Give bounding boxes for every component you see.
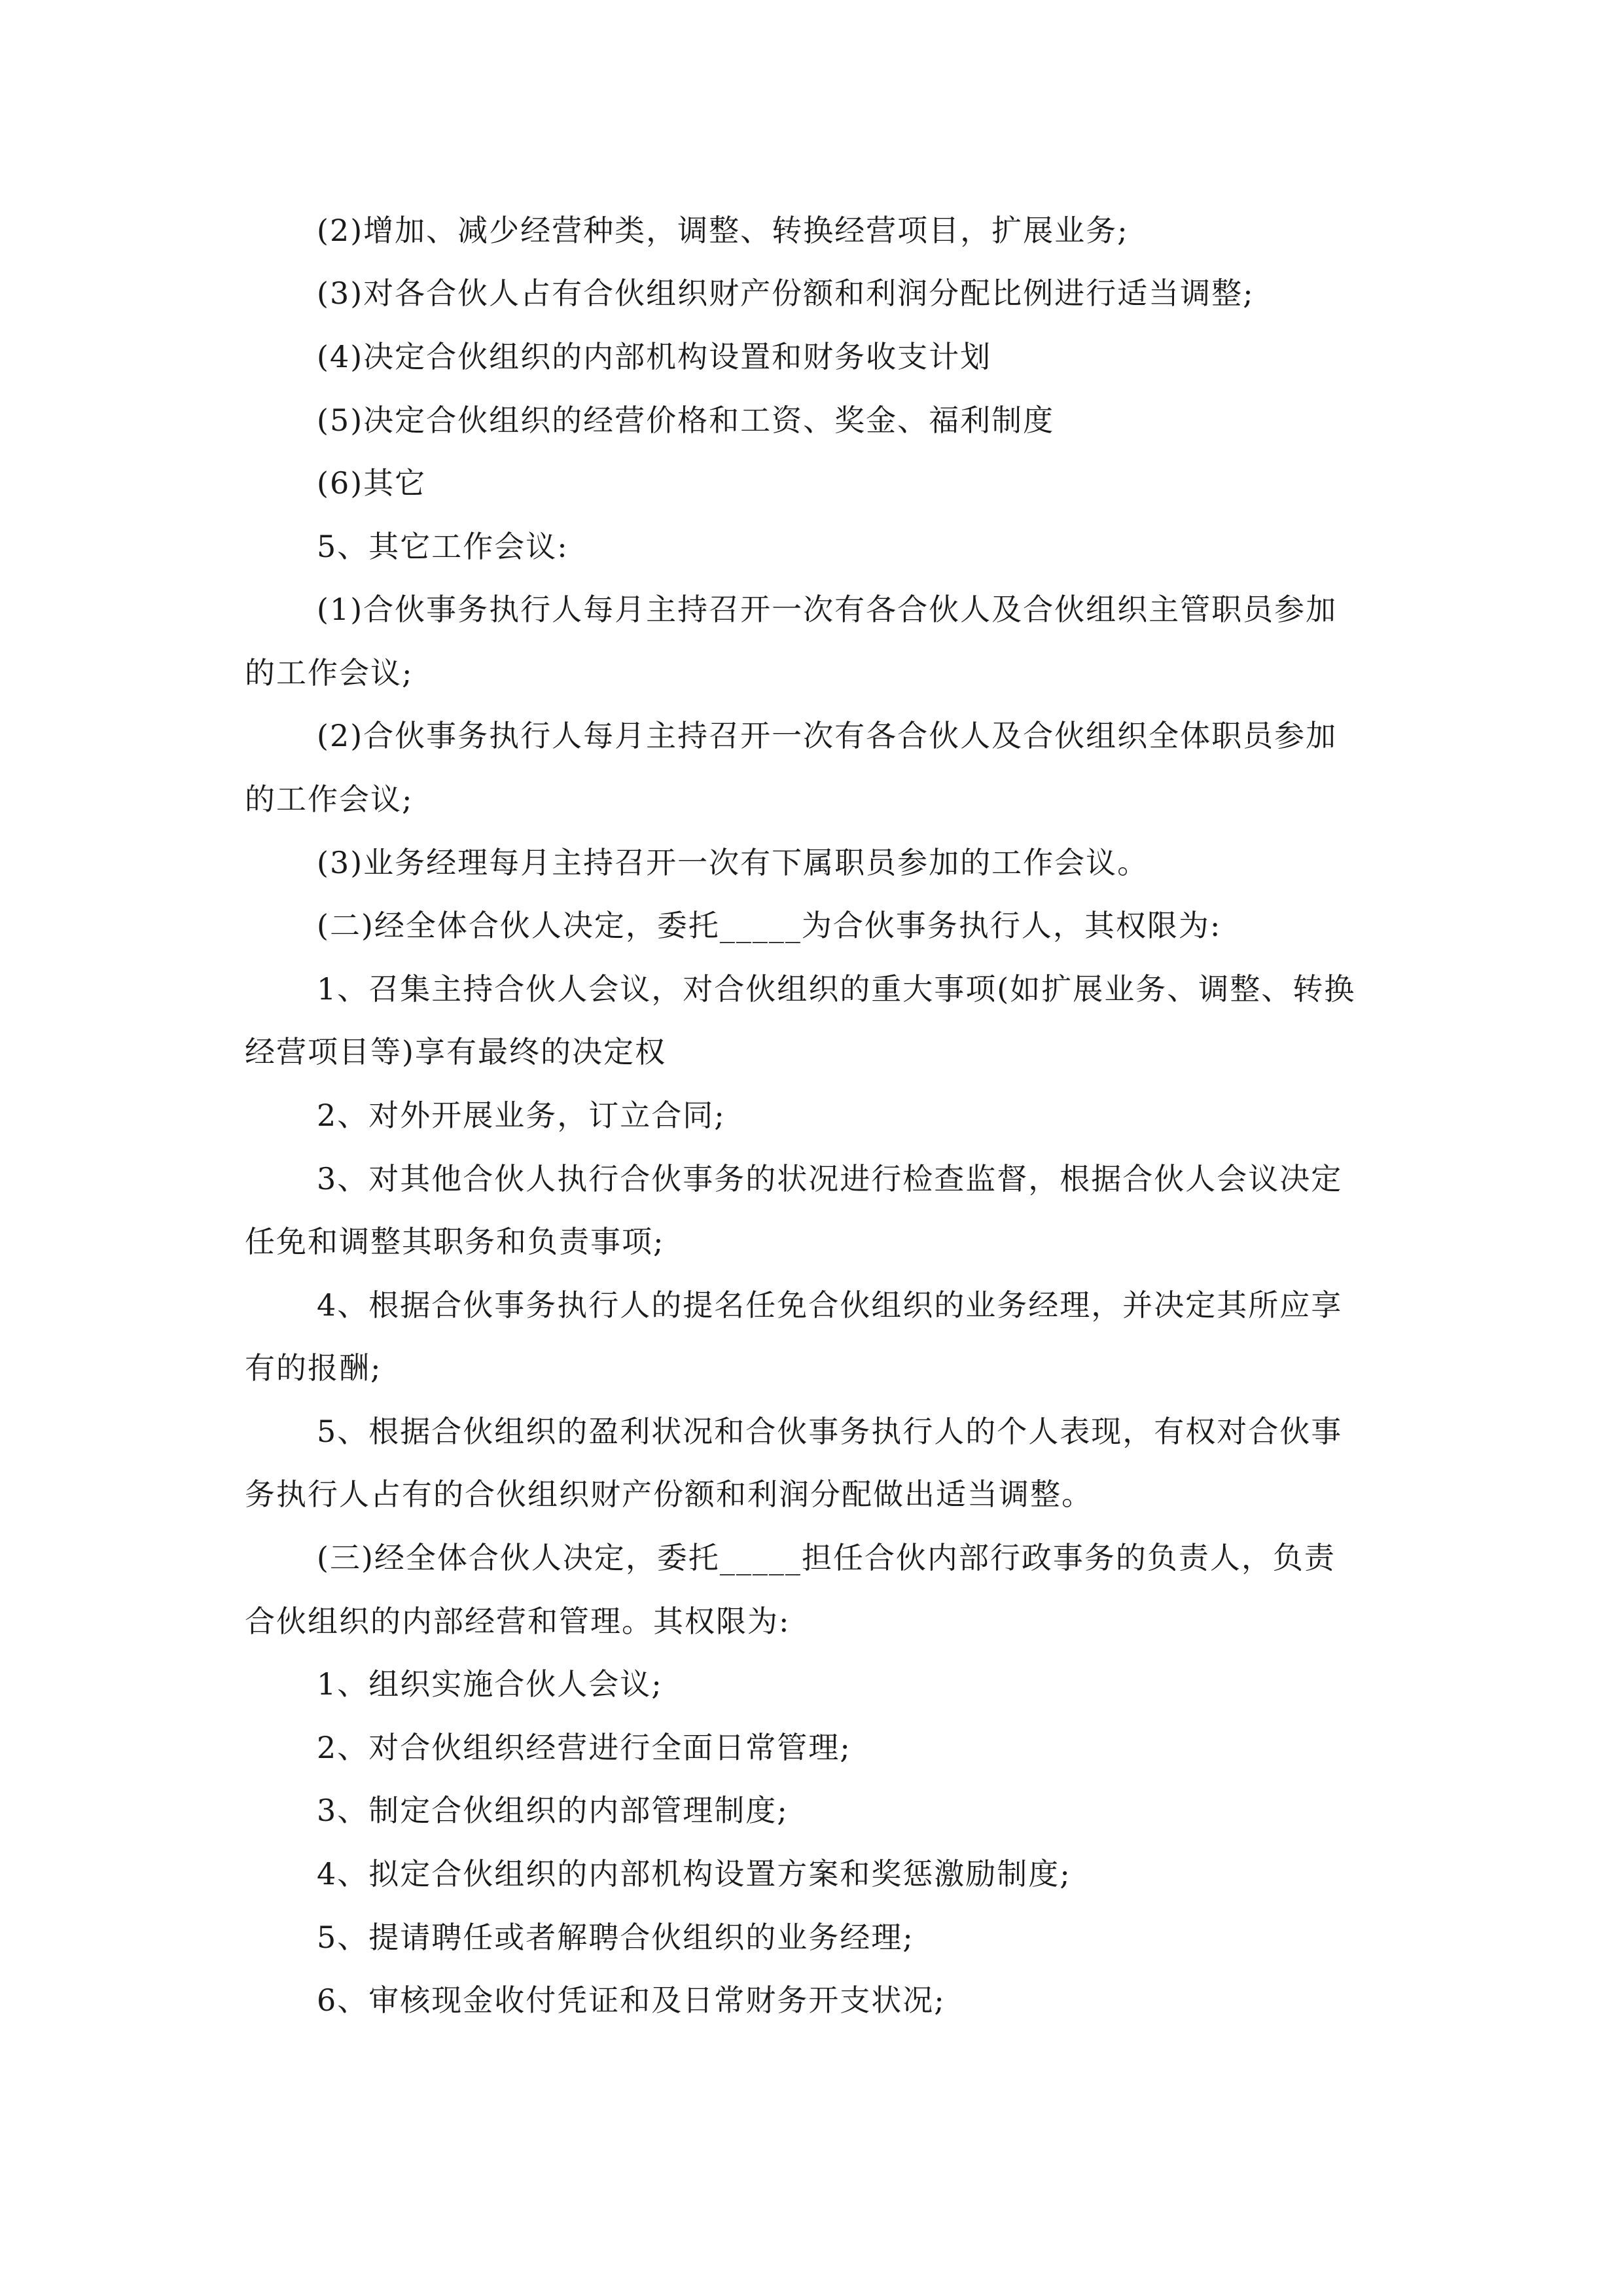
paragraph-line: (1)合伙事务执行人每月主持召开一次有各合伙人及合伙组织主管职员参加 xyxy=(317,592,1338,627)
paragraph-line: 5、提请聘任或者解聘合伙组织的业务经理; xyxy=(317,1920,914,1955)
paragraph-line: 6、审核现金收付凭证和及日常财务开支状况; xyxy=(317,1982,946,2018)
paragraph-line: 5、根据合伙组织的盈利状况和合伙事务执行人的个人表现，有权对合伙事 xyxy=(317,1414,1343,1449)
paragraph-line: 2、对外开展业务，订立合同; xyxy=(317,1098,726,1133)
paragraph-line: (4)决定合伙组织的内部机构设置和财务收支计划 xyxy=(317,339,992,374)
paragraph-line: 2、对合伙组织经营进行全面日常管理; xyxy=(317,1730,851,1765)
section-heading: (二)经全体合伙人决定，委托_____为合伙事务执行人，其权限为: xyxy=(317,908,1222,943)
section-heading: (三)经全体合伙人决定，委托_____担任合伙内部行政事务的负责人，负责 xyxy=(317,1540,1336,1575)
paragraph-line: (6)其它 xyxy=(317,465,427,501)
paragraph-line: 任免和调整其职务和负责事项; xyxy=(245,1224,665,1259)
paragraph-line: 有的报酬; xyxy=(245,1350,382,1386)
paragraph-line: (3)业务经理每月主持召开一次有下属职员参加的工作会议。 xyxy=(317,845,1149,880)
section-heading: 5、其它工作会议: xyxy=(317,529,569,564)
paragraph-line: 3、对其他合伙人执行合伙事务的状况进行检查监督，根据合伙人会议决定 xyxy=(317,1161,1343,1196)
paragraph-line: (2)增加、减少经营种类，调整、转换经营项目，扩展业务; xyxy=(317,213,1129,248)
paragraph-line: 经营项目等)享有最终的决定权 xyxy=(245,1034,666,1069)
paragraph-line: (2)合伙事务执行人每月主持召开一次有各合伙人及合伙组织全体职员参加 xyxy=(317,718,1338,753)
paragraph-line: 1、召集主持合伙人会议，对合伙组织的重大事项(如扩展业务、调整、转换 xyxy=(317,971,1356,1007)
paragraph-line: 合伙组织的内部经营和管理。其权限为: xyxy=(245,1604,791,1639)
paragraph-line: 务执行人占有的合伙组织财产份额和利润分配做出适当调整。 xyxy=(245,1477,1093,1512)
paragraph-line: 4、根据合伙事务执行人的提名任免合伙组织的业务经理，并决定其所应享 xyxy=(317,1287,1343,1323)
paragraph-line: 3、制定合伙组织的内部管理制度; xyxy=(317,1793,789,1828)
paragraph-line: 4、拟定合伙组织的内部机构设置方案和奖惩激励制度; xyxy=(317,1856,1071,1892)
paragraph-line: (3)对各合伙人占有合伙组织财产份额和利润分配比例进行适当调整; xyxy=(317,276,1255,311)
paragraph-line: 的工作会议; xyxy=(245,781,414,817)
paragraph-line: 的工作会议; xyxy=(245,655,414,691)
paragraph-line: 1、组织实施合伙人会议; xyxy=(317,1666,663,1702)
paragraph-line: (5)决定合伙组织的经营价格和工资、奖金、福利制度 xyxy=(317,403,1055,438)
